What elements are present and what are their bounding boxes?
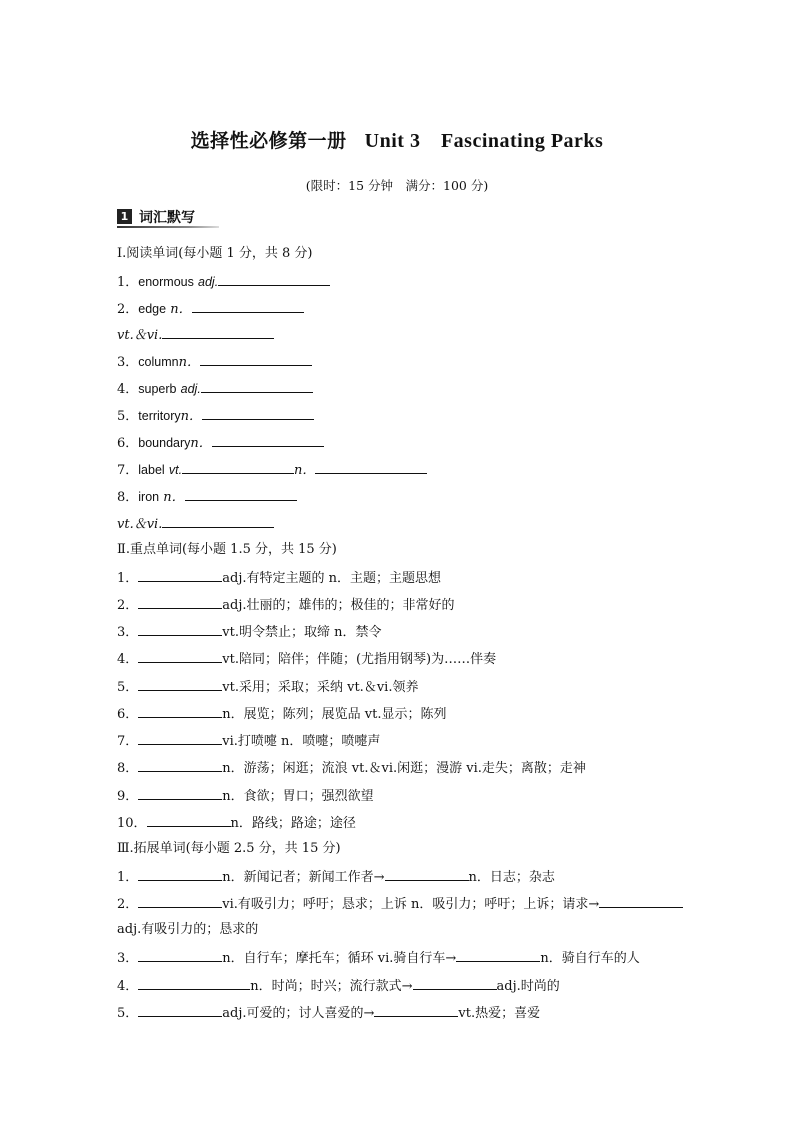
answer-blank[interactable] [456,948,540,962]
answer-blank[interactable] [138,704,222,718]
list-item: 10． n．路线；路途；途径 [117,813,356,833]
list-item: 3． n．自行车；摩托车；循环 vi.骑自行车→ n．骑自行车的人 [117,948,640,968]
answer-blank[interactable] [374,1003,458,1017]
answer-blank[interactable] [138,595,222,609]
answer-blank[interactable] [138,758,222,772]
answer-blank[interactable] [201,379,313,393]
answer-blank[interactable] [138,677,222,691]
answer-blank[interactable] [138,786,222,800]
list-item: 7． vi.打喷嚏 n．喷嚏；喷嚏声 [117,731,380,751]
answer-blank[interactable] [200,352,312,366]
list-item: 6． n．展览；陈列；展览品 vt.显示；陈列 [117,704,447,724]
answer-blank[interactable] [138,948,222,962]
answer-blank[interactable] [162,325,274,339]
answer-blank[interactable] [138,731,222,745]
list-item: 4． vt.陪同；陪伴；伴随；(尤指用钢琴)为……伴奏 [117,649,496,669]
list-item: 5． vt.采用；采取；采纳 vt.＆vi.领养 [117,677,418,697]
list-item: 1． n．新闻记者；新闻工作者→ n．日志；杂志 [117,867,555,887]
part1-heading: Ⅰ.阅读单词(每小题 1 分，共 8 分) [117,246,313,261]
list-item: 2．edge n． [117,299,304,319]
list-item: 7．label vt. n． [117,460,427,480]
list-item: 4．superb adj. [117,379,313,399]
answer-blank[interactable] [138,622,222,636]
answer-blank[interactable] [599,894,683,908]
answer-blank[interactable] [218,272,330,286]
list-item: 1． adj.有特定主题的 n．主题；主题思想 [117,568,441,588]
section-header [117,207,219,227]
list-item-continuation: adj.有吸引力的；恳求的 [117,922,259,937]
title-cn: 选择性必修第一册 [190,130,347,152]
page-title [0,124,794,153]
answer-blank[interactable] [138,1003,222,1017]
page-subtitle: (限时：15 分钟 满分：100 分) [305,178,489,193]
list-item: 8． n．游荡；闲逛；流浪 vt.＆vi.闲逛；漫游 vi.走失；离散；走神 [117,758,586,778]
answer-blank[interactable] [162,514,274,528]
list-item: 5． adj.可爱的；讨人喜爱的→ vt.热爱；喜爱 [117,1003,540,1023]
answer-blank[interactable] [185,487,297,501]
answer-blank[interactable] [138,649,222,663]
list-item: 1．enormous adj. [117,272,330,292]
list-item: 4． n．时尚；时兴；流行款式→ adj.时尚的 [117,976,560,996]
section-underline [117,226,219,228]
answer-blank[interactable] [192,299,304,313]
list-item: 2． adj.壮丽的；雄伟的；极佳的；非常好的 [117,595,455,615]
list-item: 2． vi.有吸引力；呼吁；恳求；上诉 n．吸引力；呼吁；上诉；请求→ [117,894,683,914]
list-item: 8．iron n． [117,487,297,507]
answer-blank[interactable] [138,976,250,990]
list-item: 5．territoryn． [117,406,314,426]
answer-blank[interactable] [413,976,497,990]
part2-heading: Ⅱ.重点单词(每小题 1.5 分，共 15 分) [117,542,337,557]
section-label: 词汇默写 [139,210,195,226]
list-item: vt.＆vi. [117,514,274,534]
list-item: 3． vt.明令禁止；取缔 n．禁令 [117,622,382,642]
answer-blank[interactable] [138,894,222,908]
list-item: 9． n．食欲；胃口；强烈欲望 [117,786,374,806]
list-item: 3．columnn． [117,352,312,372]
part3-heading: Ⅲ.拓展单词(每小题 2.5 分，共 15 分) [117,841,341,856]
answer-blank[interactable] [138,867,222,881]
section-number-badge: 1 [117,209,132,224]
answer-blank[interactable] [202,406,314,420]
answer-blank[interactable] [315,460,427,474]
answer-blank[interactable] [182,460,294,474]
answer-blank[interactable] [138,568,222,582]
answer-blank[interactable] [212,433,324,447]
title-en: Unit 3 Fascinating Parks [364,130,604,152]
list-item: vt.＆vi. [117,325,274,345]
answer-blank[interactable] [385,867,469,881]
answer-blank[interactable] [147,813,231,827]
list-item: 6．boundaryn． [117,433,324,453]
